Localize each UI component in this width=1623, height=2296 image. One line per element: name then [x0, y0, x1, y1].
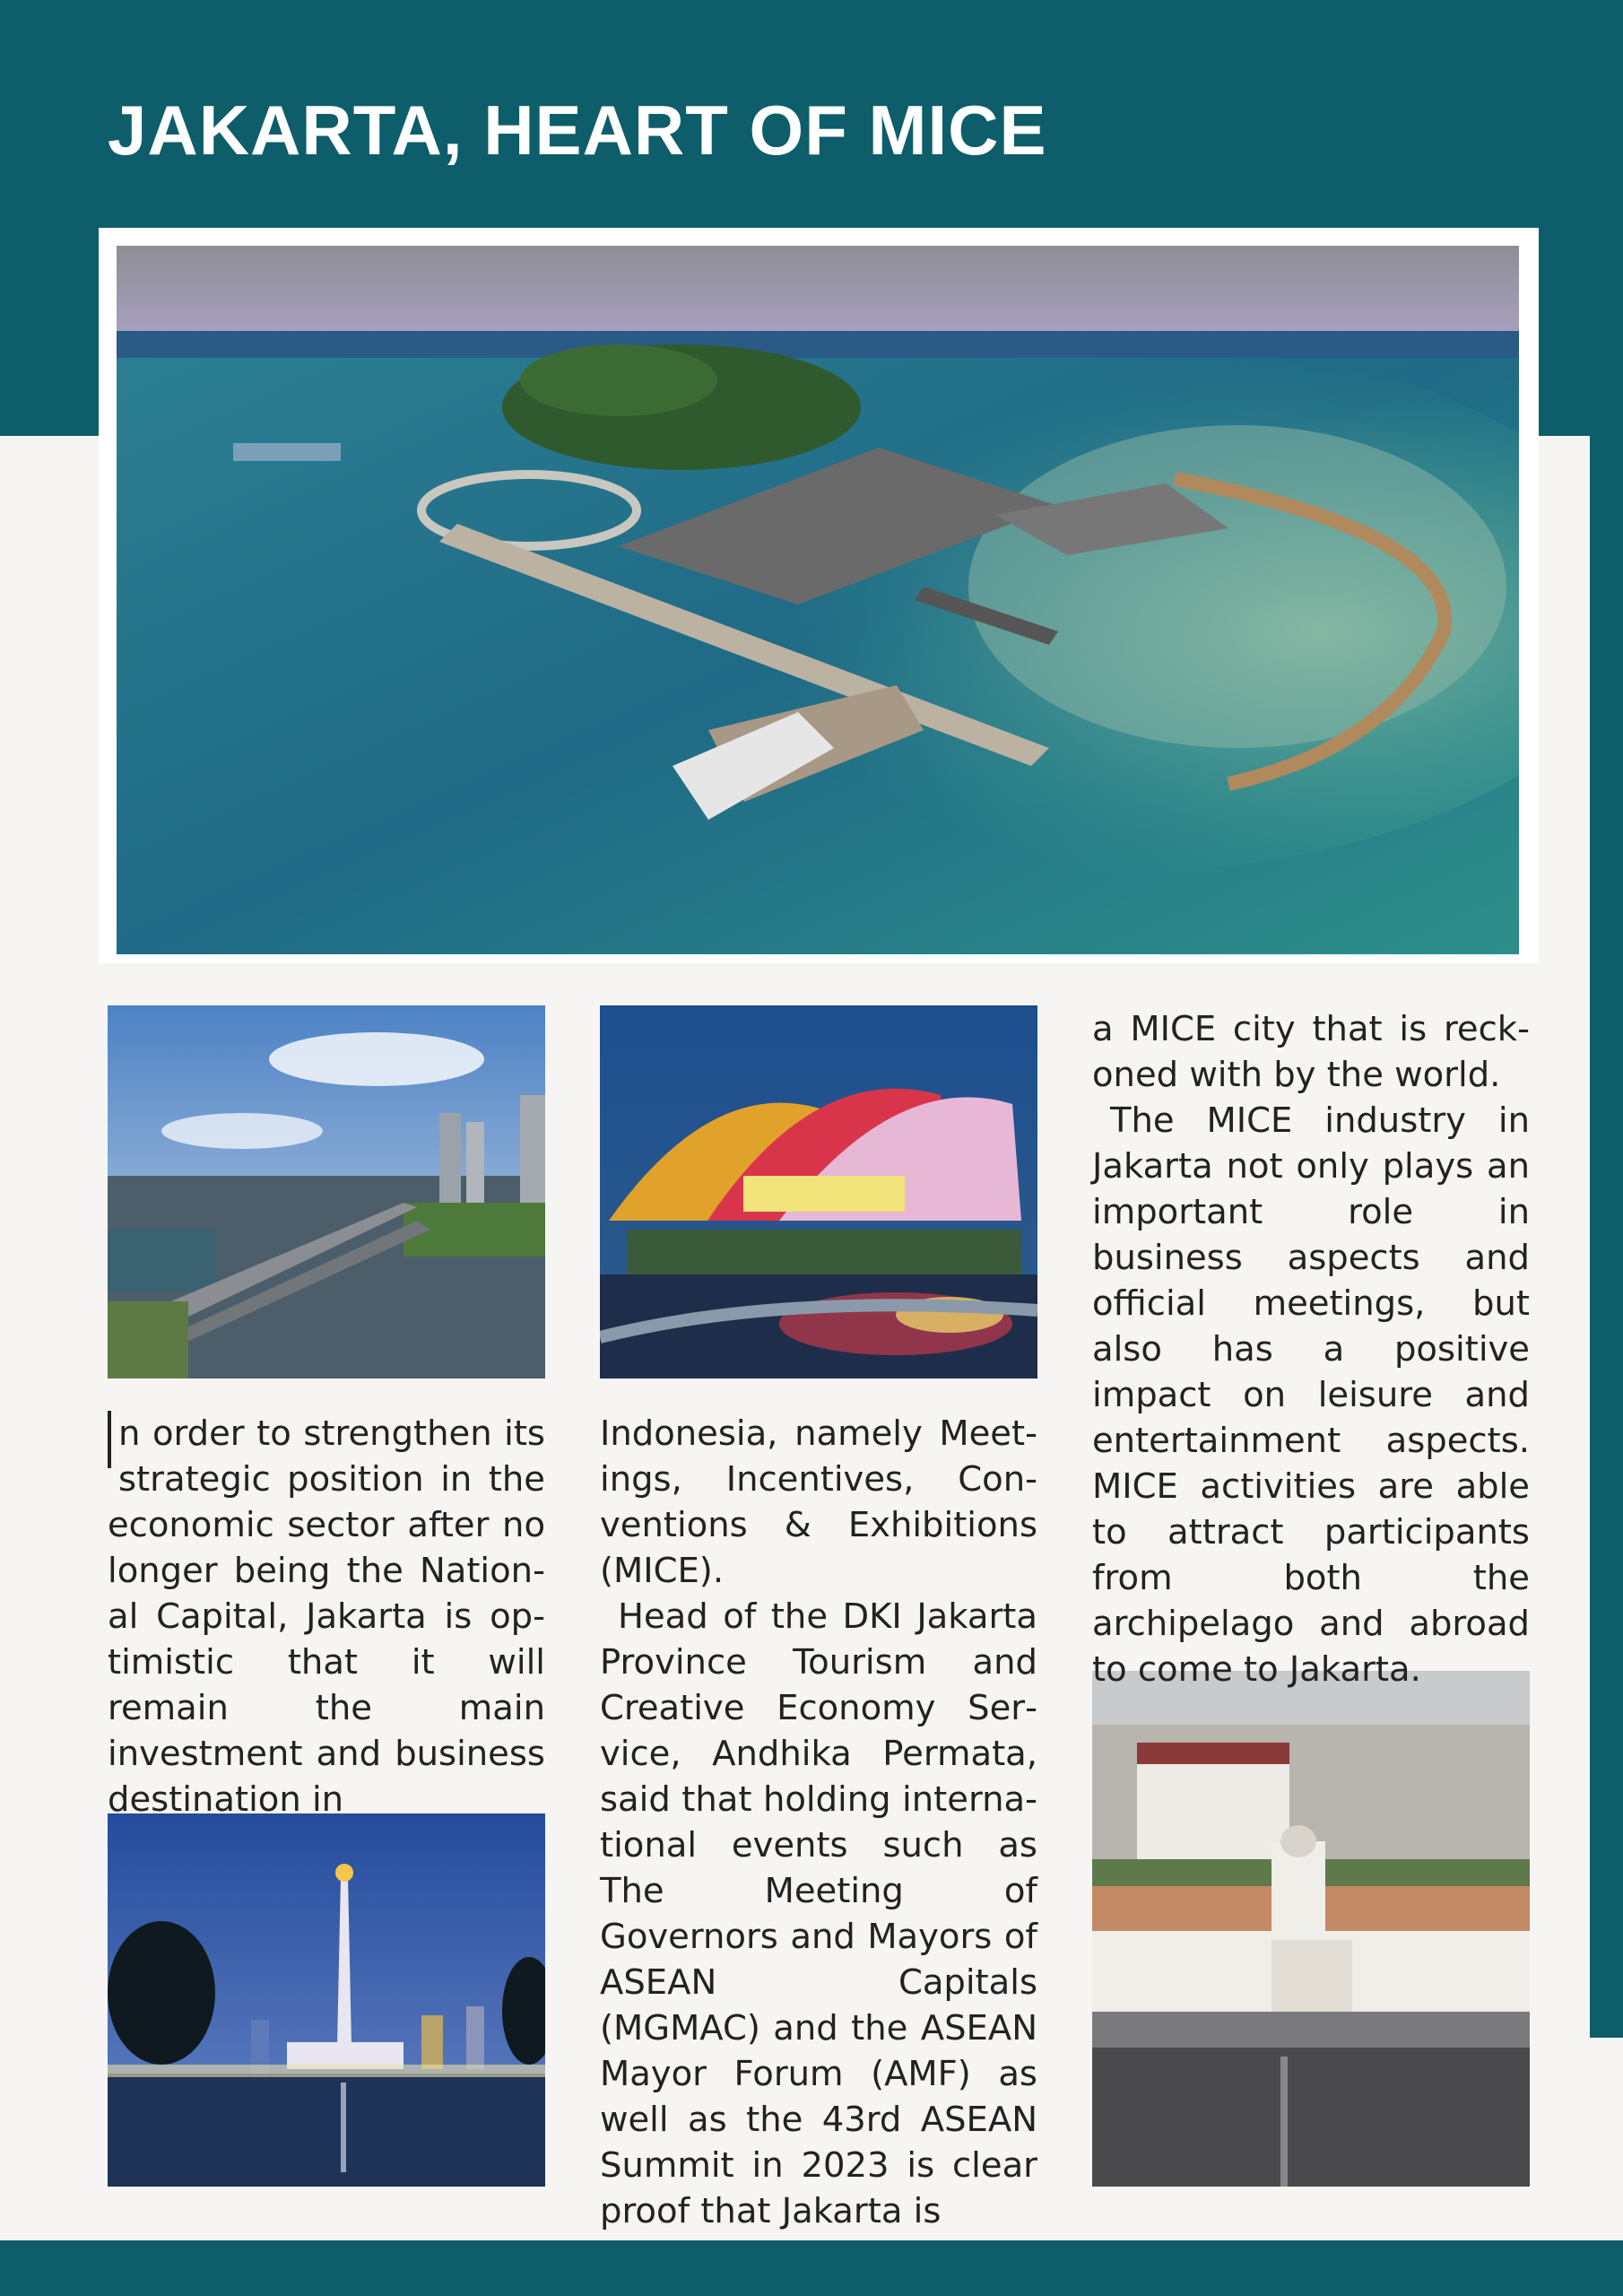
old-town-photo	[1092, 1671, 1530, 2187]
bridge-photo	[108, 1005, 545, 1378]
text-column-2	[600, 1411, 1037, 2234]
body-paragraph: Head of the DKI Jakarta Province Tourism and Creative Economy Service, Andhika Permata, said that holding international events such as The Meeting of Governors and Mayors of ASEAN Capitals (MGMAC) and the ASEAN Mayor Forum (AMF) as well as the 43rd ASEAN Summit in 2023 is clear proof that Jakarta is	[600, 1596, 1037, 2231]
right-accent-bar	[1590, 436, 1623, 2038]
footer-band	[0, 2240, 1623, 2296]
body-paragraph: a MICE city that is reckoned with by the world.	[1092, 1009, 1530, 1095]
theater-photo	[600, 1005, 1037, 1378]
hero-island-photo	[117, 246, 1519, 954]
monument-photo	[108, 1813, 545, 2187]
text-column-1	[108, 1411, 545, 1822]
body-paragraph: n order to strengthen its strategic position in the economic sector after no longer being the National Capital, Jakarta is optimistic that it will remain the main investment and business destination in	[108, 1413, 545, 1820]
dropcap-bar	[108, 1411, 111, 1468]
page-title: JAKARTA, HEART OF MICE	[108, 91, 1047, 170]
text-column-3	[1092, 1006, 1530, 1692]
body-paragraph: Indonesia, namely Meetings, Incentives, Conventions & Exhibitions (MICE).	[600, 1413, 1037, 1591]
body-paragraph: The MICE industry in Jakarta not only plays an important role in business aspects and official meetings, but also has a positive impact on leisure and entertainment aspects. MICE activities are able to attract participants from both the archipelago and abroad to come to Jakarta.	[1092, 1100, 1530, 1690]
